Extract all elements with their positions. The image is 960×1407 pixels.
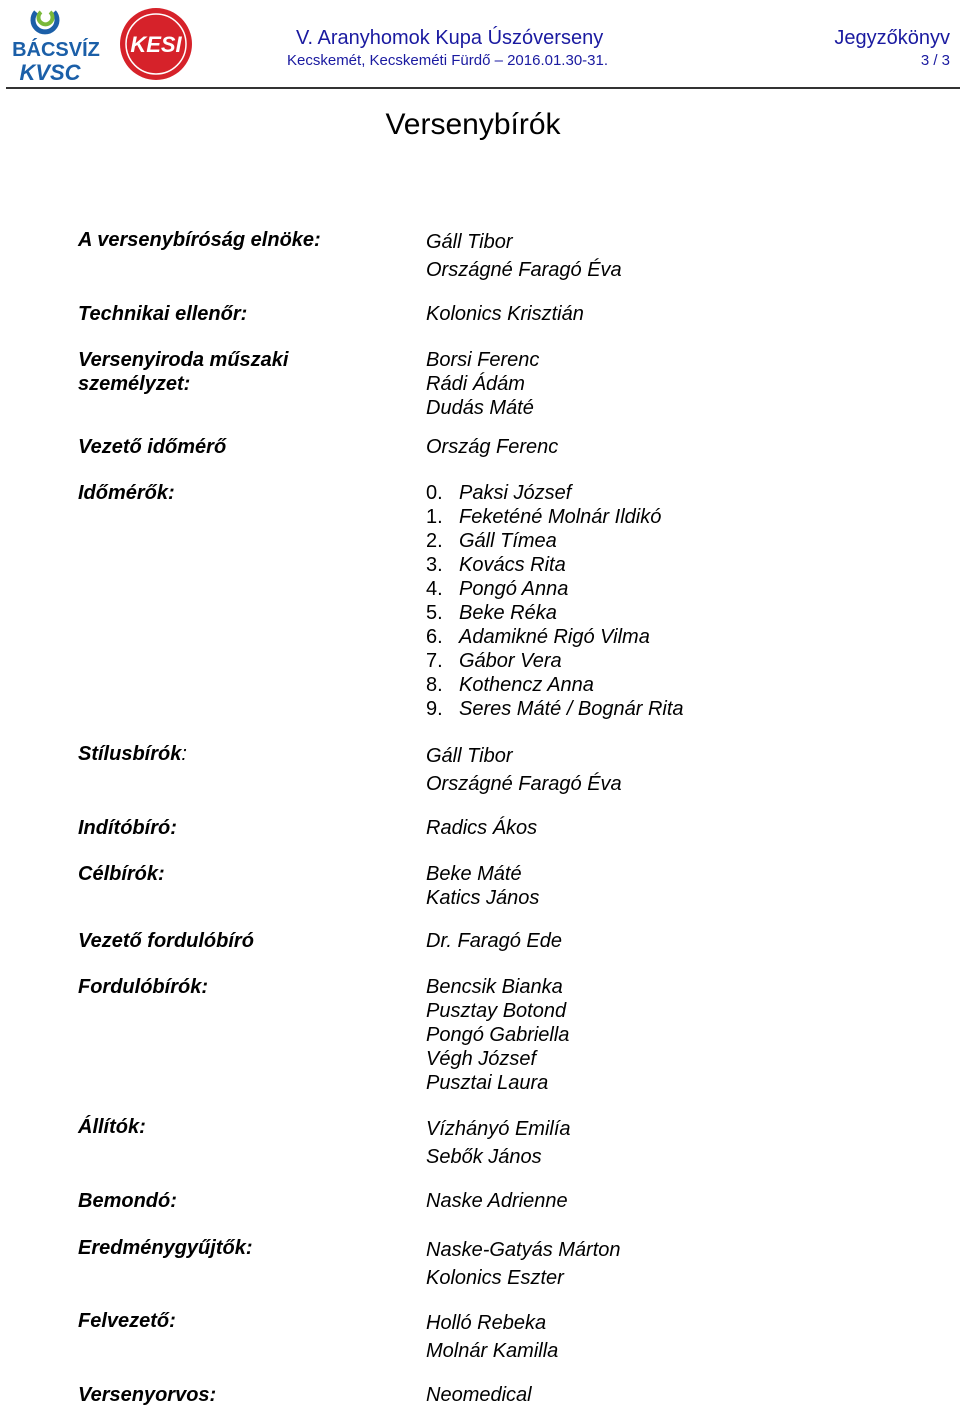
official-name: Rádi Ádám <box>426 373 525 395</box>
official-label: Állítók: <box>78 1116 146 1138</box>
official-name: Molnár Kamilla <box>426 1340 559 1362</box>
header-divider <box>6 87 960 89</box>
official-names <box>426 816 537 840</box>
official-names <box>426 302 584 326</box>
official-label: A versenybíróság elnöke: <box>78 229 321 251</box>
page-title: Versenybírók <box>385 108 561 141</box>
official-names <box>426 228 622 284</box>
official-name: Borsi Ferenc <box>426 349 540 371</box>
official-names <box>426 1236 621 1292</box>
official-name: Pusztai Laura <box>426 1072 549 1094</box>
timekeeper-list <box>426 481 684 721</box>
official-name: Holló Rebeka <box>426 1312 547 1334</box>
svg-text:KESI: KESI <box>130 32 182 57</box>
official-label: Stílusbírók: <box>78 743 187 765</box>
official-name: Gáll Tibor <box>426 231 513 253</box>
page-header <box>0 0 960 90</box>
official-name: Sebők János <box>426 1146 542 1168</box>
official-names <box>426 742 622 798</box>
official-names <box>426 929 562 953</box>
official-name: Katics János <box>426 887 540 909</box>
official-name: Naske Adrienne <box>426 1190 568 1212</box>
timekeeper-item: 7. Gábor Vera <box>426 650 562 672</box>
document-type: Jegyzőkönyv <box>834 27 950 49</box>
page-number: 3 / 3 <box>920 52 950 69</box>
competition-title: V. Aranyhomok Kupa Úszóverseny <box>296 27 604 49</box>
official-names <box>426 435 558 459</box>
official-label-line: Versenyiroda műszaki <box>78 349 289 371</box>
timekeeper-item: 1. Feketéné Molnár Ildikó <box>426 506 662 528</box>
timekeeper-item: 9. Seres Máté / Bognár Rita <box>426 698 684 720</box>
svg-text:BÁCSVÍZ: BÁCSVÍZ <box>12 39 100 61</box>
svg-text:KVSC: KVSC <box>19 60 81 84</box>
timekeeper-item: 3. Kovács Rita <box>426 554 566 576</box>
official-name: Pongó Gabriella <box>426 1024 570 1046</box>
competition-venue-date: Kecskemét, Kecskeméti Fürdő – 2016.01.30-31. <box>287 52 609 69</box>
official-name: Pusztay Botond <box>426 1000 567 1022</box>
official-label-line: személyzet: <box>78 373 191 395</box>
official-name: Neomedical <box>426 1384 532 1406</box>
official-label: Bemondó: <box>78 1190 177 1212</box>
official-names <box>426 1115 571 1171</box>
official-label: Felvezető: <box>78 1310 176 1332</box>
official-name: Naske-Gatyás Márton <box>426 1239 621 1261</box>
official-names <box>426 348 539 420</box>
timekeeper-item: 2. Gáll Tímea <box>426 530 557 552</box>
timekeeper-item: 0. Paksi József <box>426 482 572 504</box>
bacsviz-kvsc-logo <box>2 4 110 84</box>
official-label: Célbírók: <box>78 863 165 885</box>
official-name: Ország Ferenc <box>426 436 559 458</box>
official-label: Időmérők: <box>78 482 175 504</box>
official-name: Végh József <box>426 1048 537 1070</box>
official-name: Dr. Faragó Ede <box>426 930 562 952</box>
timekeeper-item: 8. Kothencz Anna <box>426 674 594 696</box>
official-label: Versenyorvos: <box>78 1384 217 1406</box>
official-name: Radics Ákos <box>426 817 538 839</box>
timekeeper-item: 4. Pongó Anna <box>426 578 569 600</box>
official-names <box>426 1309 558 1365</box>
official-name: Kolonics Eszter <box>426 1267 564 1289</box>
official-name: Beke Máté <box>426 863 522 885</box>
kesi-logo <box>118 6 194 82</box>
official-name: Dudás Máté <box>426 397 534 419</box>
official-name: Bencsik Bianka <box>426 976 563 998</box>
official-label: Eredménygyűjtők: <box>78 1237 253 1259</box>
official-label: Fordulóbírók: <box>78 976 208 998</box>
official-name: Gáll Tibor <box>426 745 513 767</box>
official-label: Vezető időmérő <box>78 436 227 458</box>
official-name: Vízhányó Emilía <box>426 1118 571 1140</box>
official-label <box>78 348 288 396</box>
official-name: Országné Faragó Éva <box>426 259 622 281</box>
official-names <box>426 1383 532 1407</box>
official-label: Vezető fordulóbíró <box>78 930 254 952</box>
official-label: Indítóbíró: <box>78 817 177 839</box>
timekeeper-item: 5. Beke Réka <box>426 602 557 624</box>
official-names <box>426 1189 568 1213</box>
official-label: Technikai ellenőr: <box>78 303 248 325</box>
official-name: Országné Faragó Éva <box>426 773 622 795</box>
official-name: Kolonics Krisztián <box>426 303 584 325</box>
official-names <box>426 975 569 1095</box>
official-names <box>426 862 539 910</box>
timekeeper-item: 6. Adamikné Rigó Vilma <box>426 626 650 648</box>
